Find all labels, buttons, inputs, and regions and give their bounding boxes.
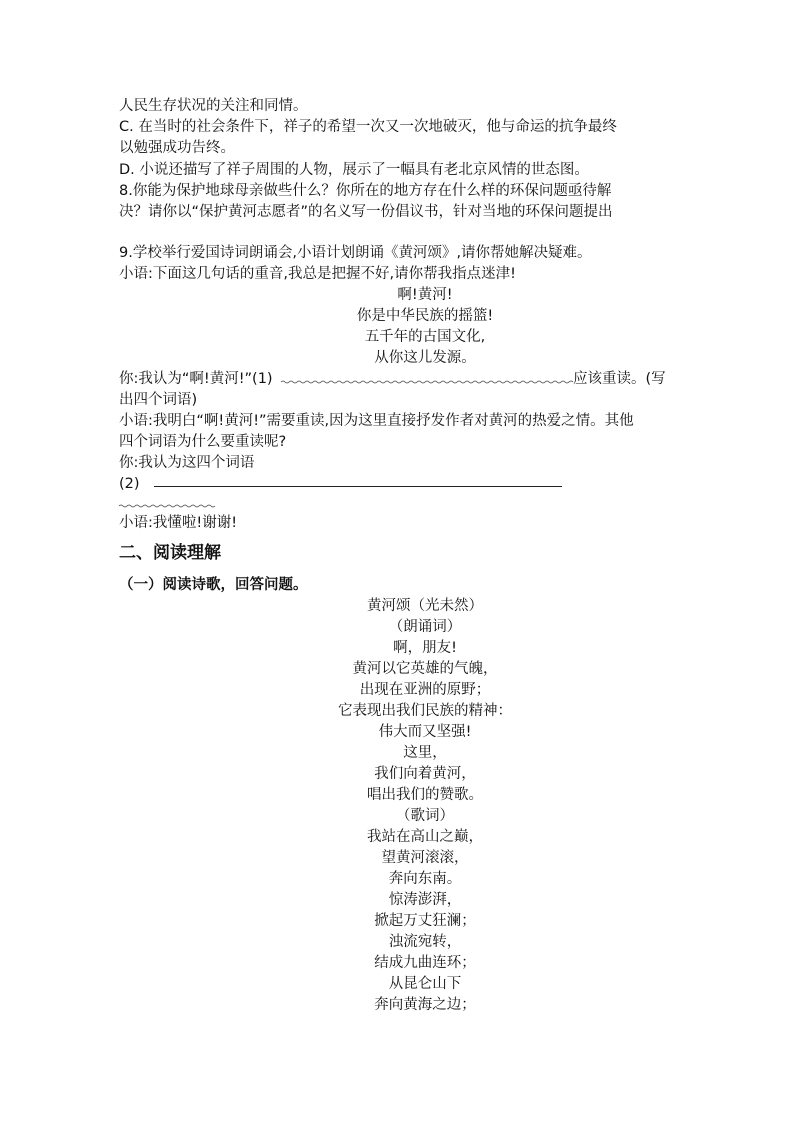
poem-line: 望黄河滚滚， [381,850,469,866]
dialogue-you-2: 你:我认为这四个词语 [119,455,255,471]
poem-line: 从昆仑山下 [388,976,462,992]
question-9-intro: 9.学校举行爱国诗词朗诵会,小语计划朗诵《黄河颂》,请你帮她解决疑难。 [119,245,592,261]
option-c-line: C. 在当时的社会条件下，祥子的希望一次又一次地破灭，他与命运的抗争最终 [119,119,617,135]
quoted-poem-line: 你是中华民族的摇篮! [356,308,494,324]
poem-line: （朗诵词） [388,619,462,635]
quoted-poem-line: 啊!黄河! [397,287,453,303]
poem-line: 我们向着黄河， [374,766,476,782]
poem-line: 唱出我们的赞歌。 [367,787,483,803]
text-line: 出四个词语) [119,392,198,408]
poem-line: 它表现出我们民族的精神： [338,703,512,719]
poem-line: 啊，朋友! [393,640,457,656]
poem-title: 黄河颂（光未然） [367,598,483,614]
poem-line: （歌词） [396,808,454,824]
dialogue-you-1-tail: 应该重读。(写 [573,371,666,387]
answer-blank-2-wavy [119,504,217,510]
section-title: 二、阅读理解 [119,543,221,563]
poem-line: 奔向黄海之边； [374,997,476,1013]
poem-line: 惊涛澎湃， [388,892,462,908]
answer-blank-1[interactable] [281,380,570,386]
text-line: 人民生存状况的关注和同情。 [119,98,308,114]
poem-line: 结成九曲连环； [374,955,476,971]
poem-line: 浊流宛转， [388,934,462,950]
text-line: 以勉强成功告终。 [119,140,235,156]
answer-number-2: (2) [119,476,140,492]
quoted-poem-line: 从你这儿发源。 [374,350,476,366]
dialogue-xiaoyu-2: 小语:我明白“啊!黄河!”需要重读,因为这里直接抒发作者对黄河的热爱之情。其他 [119,413,634,429]
dialogue-xiaoyu-1: 小语:下面这几句话的重音,我总是把握不好,请你帮我指点迷津! [119,266,516,282]
poem-line: 出现在亚洲的原野； [359,682,491,698]
subsection-title: （一）阅读诗歌，回答问题。 [119,577,308,593]
quoted-poem-line: 五千年的古国文化, [364,329,486,345]
question-8-line: 8.你能为保护地球母亲做些什么？你所在的地方存在什么样的环保问题亟待解 [119,183,612,199]
poem-line: 伟大而又坚强! [378,724,472,740]
poem-line: 黄河以它英雄的气魄， [352,661,498,677]
poem-line: 掀起万丈狂澜； [374,913,476,929]
poem-line: 这里， [403,745,447,761]
dialogue-xiaoyu-3: 小语:我懂啦!谢谢! [119,515,238,531]
answer-blank-2[interactable] [154,486,562,487]
poem-line: 我站在高山之巅， [367,829,483,845]
text-line: 四个词语为什么要重读呢? [119,434,287,450]
option-d-line: D. 小说还描写了祥子周围的人物，展示了一幅具有老北京风情的世态图。 [119,162,589,178]
poem-line: 奔向东南。 [388,871,462,887]
dialogue-you-1: 你:我认为“啊!黄河!”(1) [119,371,273,387]
text-line: 决？请你以“保护黄河志愿者”的名义写一份倡议书，针对当地的环保问题提出 [119,204,613,220]
